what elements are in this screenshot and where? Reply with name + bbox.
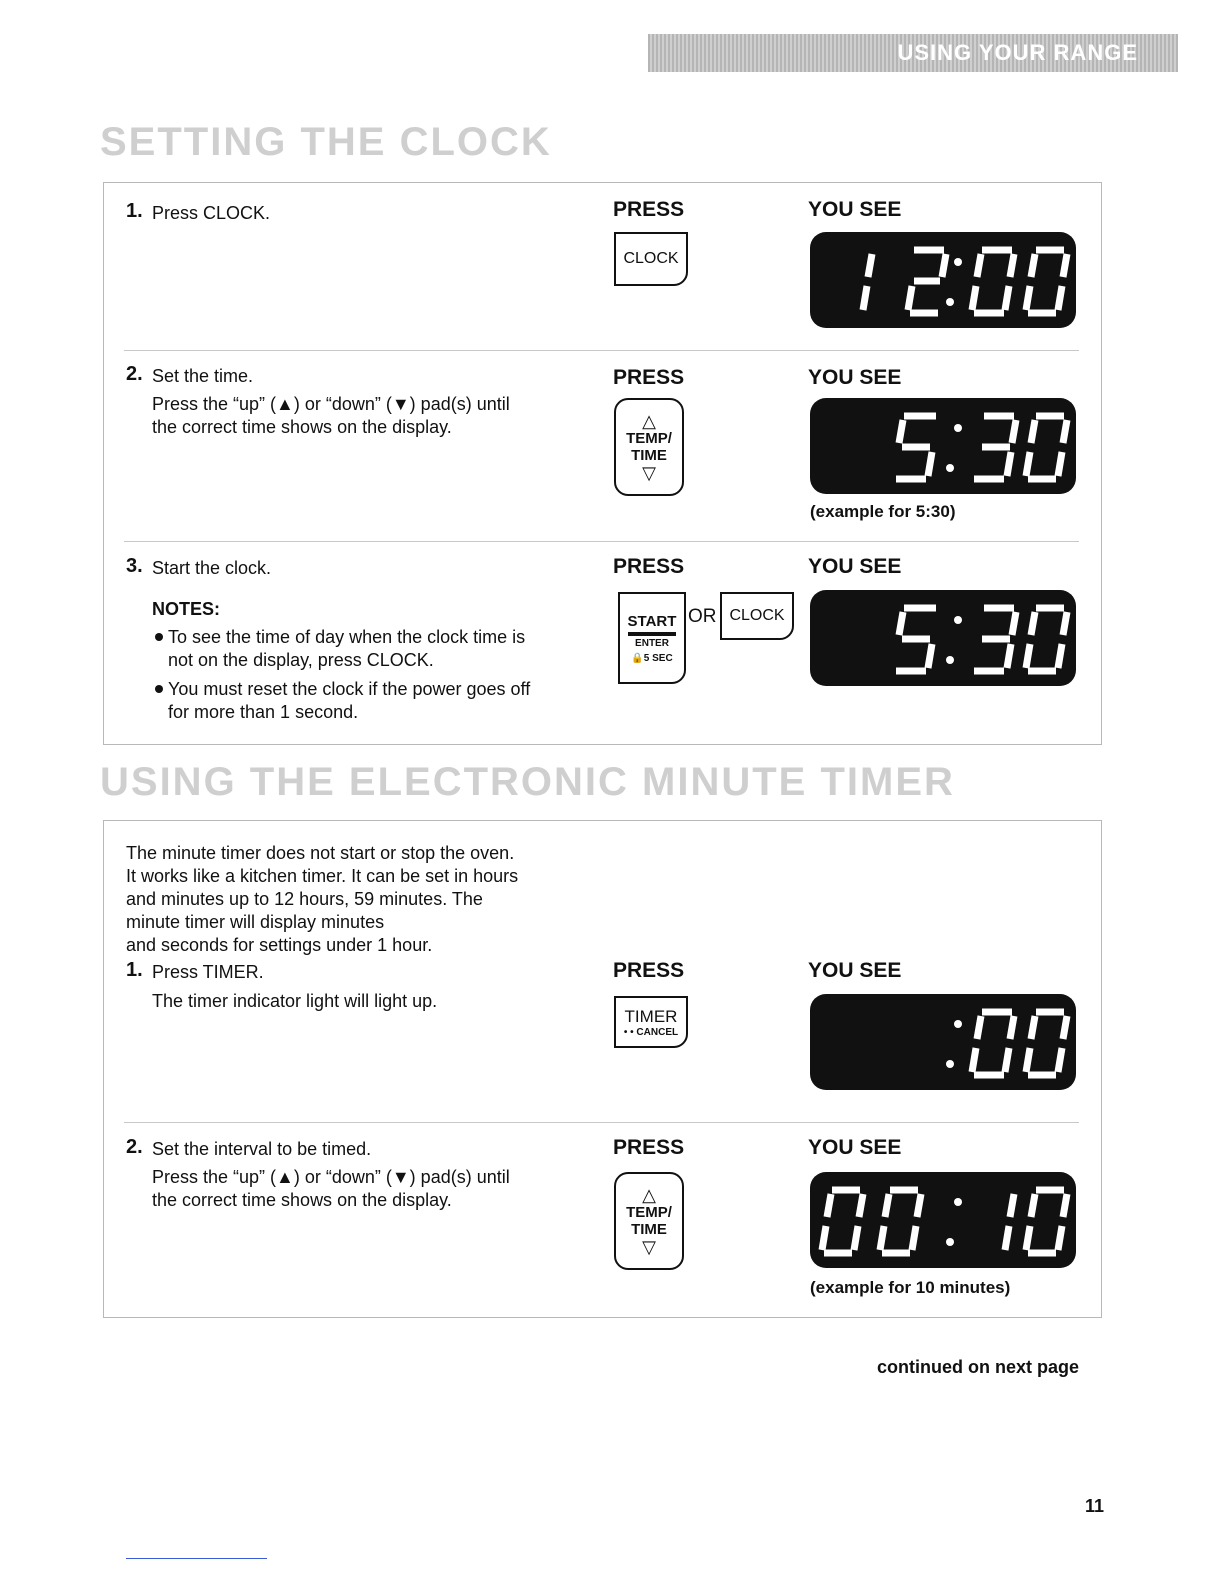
five-sec-label: 5 SEC: [643, 652, 673, 664]
you-see-header: YOU SEE: [808, 555, 902, 578]
notes-heading: NOTES:: [152, 599, 221, 619]
display-digits-530-steady: [810, 590, 1076, 686]
step-number: 2.: [126, 1136, 143, 1158]
display-clock-530-steady: [810, 590, 1076, 686]
or-label: OR: [688, 606, 717, 627]
you-see-header: YOU SEE: [808, 1136, 902, 1159]
step-instruction: Press the “up” (▲) or “down” (▼) pad(s) until: [152, 394, 510, 414]
time-pad-label: TIME: [631, 1221, 667, 1238]
pad-bar: [628, 632, 676, 636]
temp-pad-label: TEMP/: [626, 430, 672, 447]
step-title: Set the interval to be timed.: [152, 1139, 372, 1159]
note-text: You must reset the clock if the power goes off: [168, 679, 531, 699]
temp-pad-label: TEMP/: [626, 1204, 672, 1221]
display-digits-00: [810, 994, 1076, 1090]
step-title: Set the time.: [152, 366, 254, 386]
lock-icon: 🔒5 SEC: [631, 652, 673, 664]
step-instruction: Press the “up” (▲) or “down” (▼) pad(s) until: [152, 1167, 510, 1187]
clock-pad-label: CLOCK: [623, 250, 679, 267]
note-text: To see the time of day when the clock time is: [168, 627, 526, 647]
time-pad-label: TIME: [631, 447, 667, 464]
display-timer-00: [810, 994, 1076, 1090]
clock-pad[interactable]: [720, 592, 794, 640]
display-digits-1200: [810, 232, 1076, 328]
note-text: for more than 1 second.: [168, 702, 359, 722]
step-number: 1.: [126, 200, 143, 222]
section-tab-label: USING YOUR RANGE: [897, 40, 1138, 65]
divider: [124, 1122, 1079, 1123]
enter-pad-label: ENTER: [635, 637, 669, 649]
section-tab: [648, 34, 1178, 72]
timer-intro-line: and seconds for settings under 1 hour.: [126, 935, 433, 955]
footer-line: [126, 1558, 267, 1559]
step-number: 1.: [126, 959, 143, 981]
clock-pad-label: CLOCK: [729, 607, 785, 624]
step-number: 2.: [126, 363, 143, 385]
up-arrow-icon[interactable]: △: [642, 411, 656, 431]
timer-intro-line: minute timer will display minutes: [126, 912, 385, 932]
display-digits-0010: [810, 1172, 1076, 1268]
step-number: 3.: [126, 555, 143, 577]
temp-time-pad[interactable]: [614, 398, 684, 496]
start-enter-pad[interactable]: [618, 592, 686, 684]
step-instruction: the correct time shows on the display.: [152, 417, 452, 437]
press-header: PRESS: [613, 959, 685, 982]
timer-pad-label: TIMER: [624, 1006, 678, 1026]
divider: [124, 541, 1079, 542]
timer-pad[interactable]: [614, 996, 688, 1048]
cancel-pad-label: • • CANCEL: [623, 1026, 679, 1038]
timer-intro-line: It works like a kitchen timer. It can be set in hours: [126, 866, 519, 886]
continued-note: continued on next page: [877, 1357, 1080, 1377]
display-digits-530: [810, 398, 1076, 494]
clock-pad[interactable]: [614, 232, 688, 286]
timer-section-title: USING THE ELECTRONIC MINUTE TIMER: [100, 760, 955, 804]
display-clock-1200: [810, 232, 1076, 328]
page-number: 11: [1085, 1496, 1105, 1516]
step-title: Start the clock.: [152, 558, 272, 578]
press-header: PRESS: [613, 366, 685, 389]
display-caption: (example for 5:30): [810, 502, 956, 521]
you-see-header: YOU SEE: [808, 198, 902, 221]
display-clock-530: [810, 398, 1076, 494]
you-see-header: YOU SEE: [808, 366, 902, 389]
divider: [124, 350, 1079, 351]
up-arrow-icon[interactable]: △: [642, 1185, 656, 1205]
bullet-icon: [155, 633, 163, 641]
display-caption: (example for 10 minutes): [810, 1278, 1011, 1297]
bullet-icon: [155, 685, 163, 693]
clock-section-title: SETTING THE CLOCK: [100, 120, 552, 164]
press-header: PRESS: [613, 1136, 685, 1159]
press-header: PRESS: [613, 555, 685, 578]
display-timer-0010: [810, 1172, 1076, 1268]
timer-intro-line: The minute timer does not start or stop the oven.: [126, 843, 515, 863]
step-instruction: the correct time shows on the display.: [152, 1190, 452, 1210]
down-arrow-icon[interactable]: ▽: [642, 463, 656, 483]
temp-time-pad[interactable]: [614, 1172, 684, 1270]
step-title: Press CLOCK.: [152, 203, 271, 223]
start-pad-label: START: [627, 612, 677, 630]
step-instruction: The timer indicator light will light up.: [152, 991, 438, 1011]
timer-intro-line: and minutes up to 12 hours, 59 minutes. The: [126, 889, 483, 909]
step-title: Press TIMER.: [152, 962, 264, 982]
down-arrow-icon[interactable]: ▽: [642, 1237, 656, 1257]
note-text: not on the display, press CLOCK.: [168, 650, 434, 670]
you-see-header: YOU SEE: [808, 959, 902, 982]
press-header: PRESS: [613, 198, 685, 221]
